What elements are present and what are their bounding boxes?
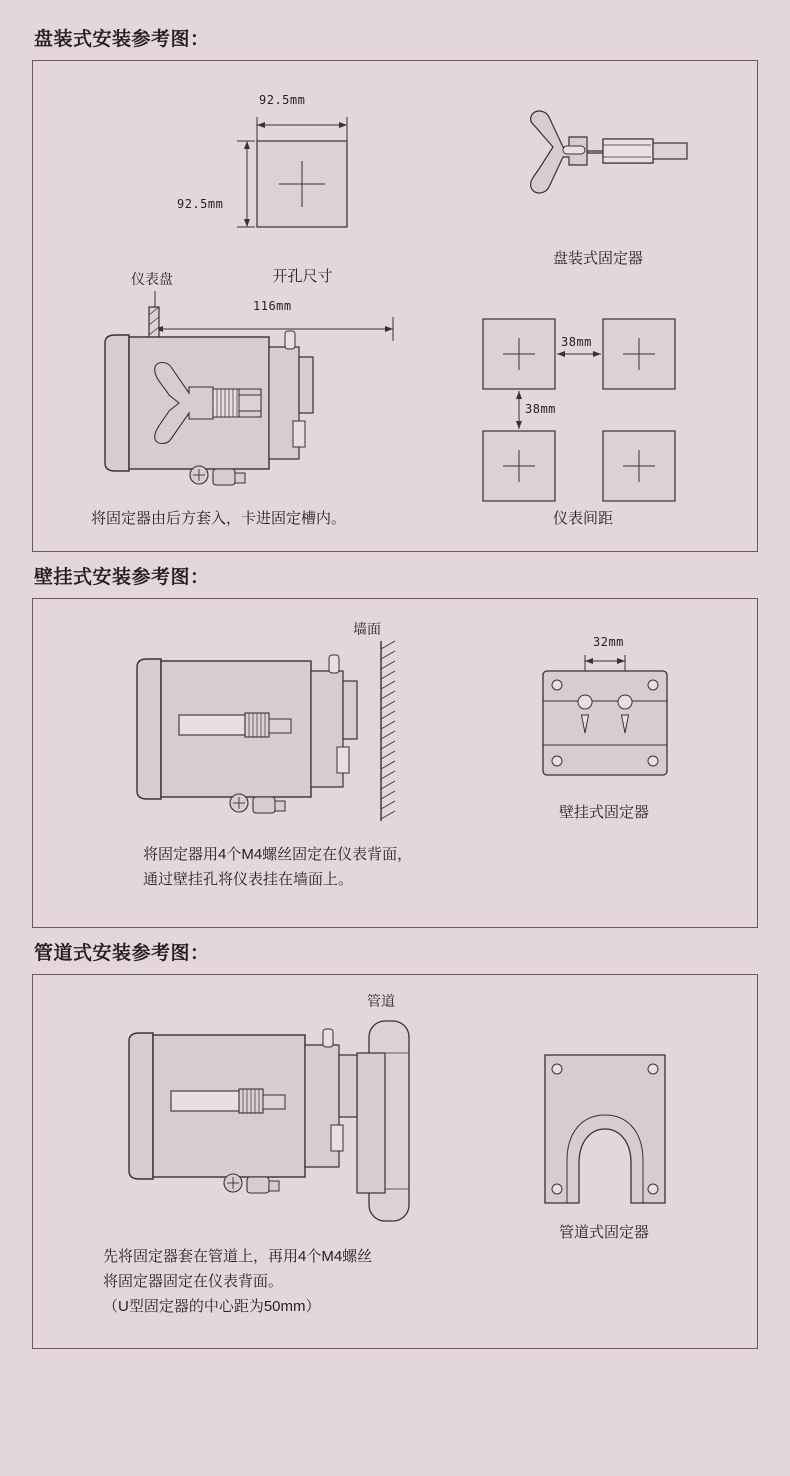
- cutout-width-dim: 92.5mm: [259, 93, 306, 107]
- wall-bracket-figure: [523, 635, 713, 821]
- section-title-panel-mount: 盘装式安装参考图：: [34, 29, 210, 50]
- pipe-bracket-caption: 管道式固定器: [558, 1224, 649, 1241]
- section-wall-mount: [32, 562, 758, 928]
- pipe-side-view-figure: [93, 993, 453, 1315]
- section-title-wall-mount: 壁挂式安装参考图：: [34, 567, 210, 588]
- section-pipe-mount: [32, 938, 758, 1349]
- wall-mount-note: [143, 843, 412, 893]
- panel-mount-figure-box: [32, 60, 758, 552]
- pipe-bracket-figure: [523, 1045, 713, 1241]
- panel-clip-drawing: [503, 101, 703, 241]
- panel-clip-figure: [503, 101, 703, 267]
- wall-side-view-drawing: [103, 621, 443, 831]
- cutout-drawing: [209, 97, 439, 272]
- pipe-note-line-2: 将固定器固定在仪表背面。: [103, 1272, 284, 1290]
- wall-bracket-drawing: [523, 635, 713, 805]
- spacing-horizontal-dim: 38mm: [561, 335, 592, 349]
- section-title-pipe-mount: 管道式安装参考图：: [34, 943, 210, 964]
- meter-spacing-caption: 仪表间距: [552, 510, 613, 527]
- pipe-mount-figure-box: [32, 974, 758, 1349]
- pipe-bracket-drawing: [523, 1045, 713, 1225]
- wall-mount-figure-box: [32, 598, 758, 928]
- wall-bracket-dim: 32mm: [593, 635, 624, 649]
- pipe-mount-note: [103, 1245, 372, 1319]
- spacing-vertical-dim: 38mm: [525, 402, 556, 416]
- panel-clip-caption: 盘装式固定器: [552, 250, 643, 267]
- pipe-note-line-3: （U型固定器的中心距为50mm）: [103, 1297, 321, 1315]
- pipe-label: 管道: [367, 993, 395, 1009]
- cutout-caption: 开孔尺寸: [272, 268, 333, 285]
- wall-label: 墙面: [353, 621, 381, 637]
- panel-side-view-figure: [91, 271, 413, 527]
- wall-note-line-1: 将固定器用4个M4螺丝固定在仪表背面，: [143, 846, 413, 863]
- pipe-side-view-drawing: [93, 993, 453, 1233]
- pipe-note-line-1: 先将固定器套在管道上，再用4个M4螺丝: [103, 1248, 373, 1265]
- wall-note-line-2: 通过壁挂孔将仪表挂在墙面上。: [143, 870, 354, 888]
- wall-side-view-figure: [103, 621, 443, 888]
- wall-bracket-caption: 壁挂式固定器: [558, 804, 649, 821]
- cutout-height-dim: 92.5mm: [177, 197, 224, 211]
- meter-panel-label: 仪表盘: [131, 271, 173, 287]
- cutout-figure: [177, 93, 439, 285]
- meter-spacing-figure: [473, 309, 703, 527]
- depth-dim-label: 116mm: [253, 299, 292, 313]
- section-panel-mount: [32, 24, 758, 552]
- panel-side-view-note: 将固定器由后方套入，卡进固定槽内。: [91, 510, 347, 527]
